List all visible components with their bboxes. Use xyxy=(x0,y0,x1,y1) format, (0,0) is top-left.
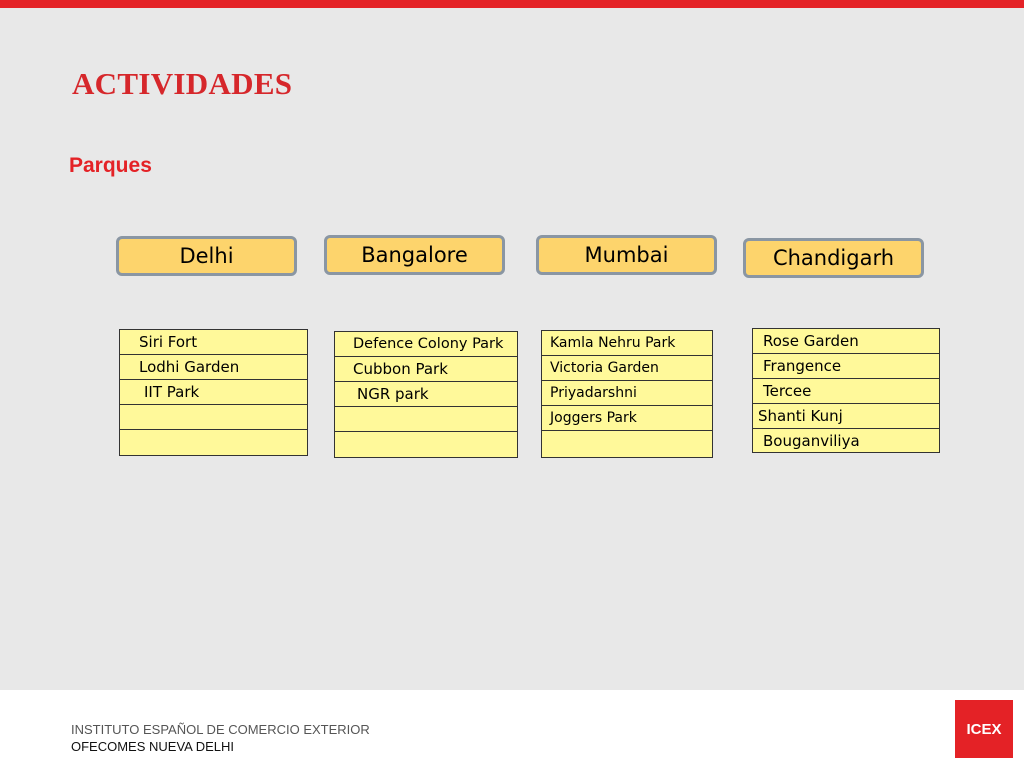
park-row: Kamla Nehru Park xyxy=(542,331,712,356)
park-row: Frangence xyxy=(753,354,939,379)
city-label: Delhi xyxy=(179,244,234,268)
park-row: Lodhi Garden xyxy=(120,355,307,380)
icex-logo xyxy=(955,700,1013,758)
park-row: Tercee xyxy=(753,379,939,404)
park-row: Defence Colony Park xyxy=(335,332,517,357)
city-label: Chandigarh xyxy=(772,246,895,270)
slide-footer xyxy=(0,690,1024,768)
city-label: Bangalore xyxy=(361,243,468,267)
park-row: Rose Garden xyxy=(753,329,939,354)
park-row xyxy=(335,432,517,457)
park-row xyxy=(120,405,307,430)
city-label: Mumbai xyxy=(584,243,669,267)
footer-office: OFECOMES NUEVA DELHI xyxy=(71,739,235,754)
city-box-bangalore xyxy=(324,235,505,275)
park-row: Victoria Garden xyxy=(542,356,712,381)
park-row: Bouganviliya xyxy=(763,432,860,450)
park-row: NGR park xyxy=(335,382,517,407)
top-accent-bar xyxy=(0,0,1024,8)
park-row xyxy=(120,430,307,455)
city-box-delhi xyxy=(116,236,297,276)
city-box-chandigarh xyxy=(743,238,924,278)
park-row: Siri Fort xyxy=(120,330,307,355)
park-row xyxy=(542,431,712,456)
park-row: Joggers Park xyxy=(542,406,712,431)
slide-title: ACTIVIDADES xyxy=(72,66,293,101)
city-box-mumbai xyxy=(536,235,717,275)
park-row: Cubbon Park xyxy=(335,357,517,382)
park-list-mumbai xyxy=(541,330,713,458)
park-list-bangalore xyxy=(334,331,518,458)
footer-institution: INSTITUTO ESPAÑOL DE COMERCIO EXTERIOR xyxy=(71,722,370,737)
logo-text: ICEX xyxy=(966,720,1002,738)
park-list-chandigarh xyxy=(752,328,940,453)
park-row: Priyadarshni xyxy=(542,381,712,406)
park-row xyxy=(335,407,517,432)
slide-subtitle: Parques xyxy=(69,154,152,177)
park-row: IIT Park xyxy=(120,380,307,405)
park-row: Shanti Kunj xyxy=(753,404,939,429)
park-list-delhi xyxy=(119,329,308,456)
